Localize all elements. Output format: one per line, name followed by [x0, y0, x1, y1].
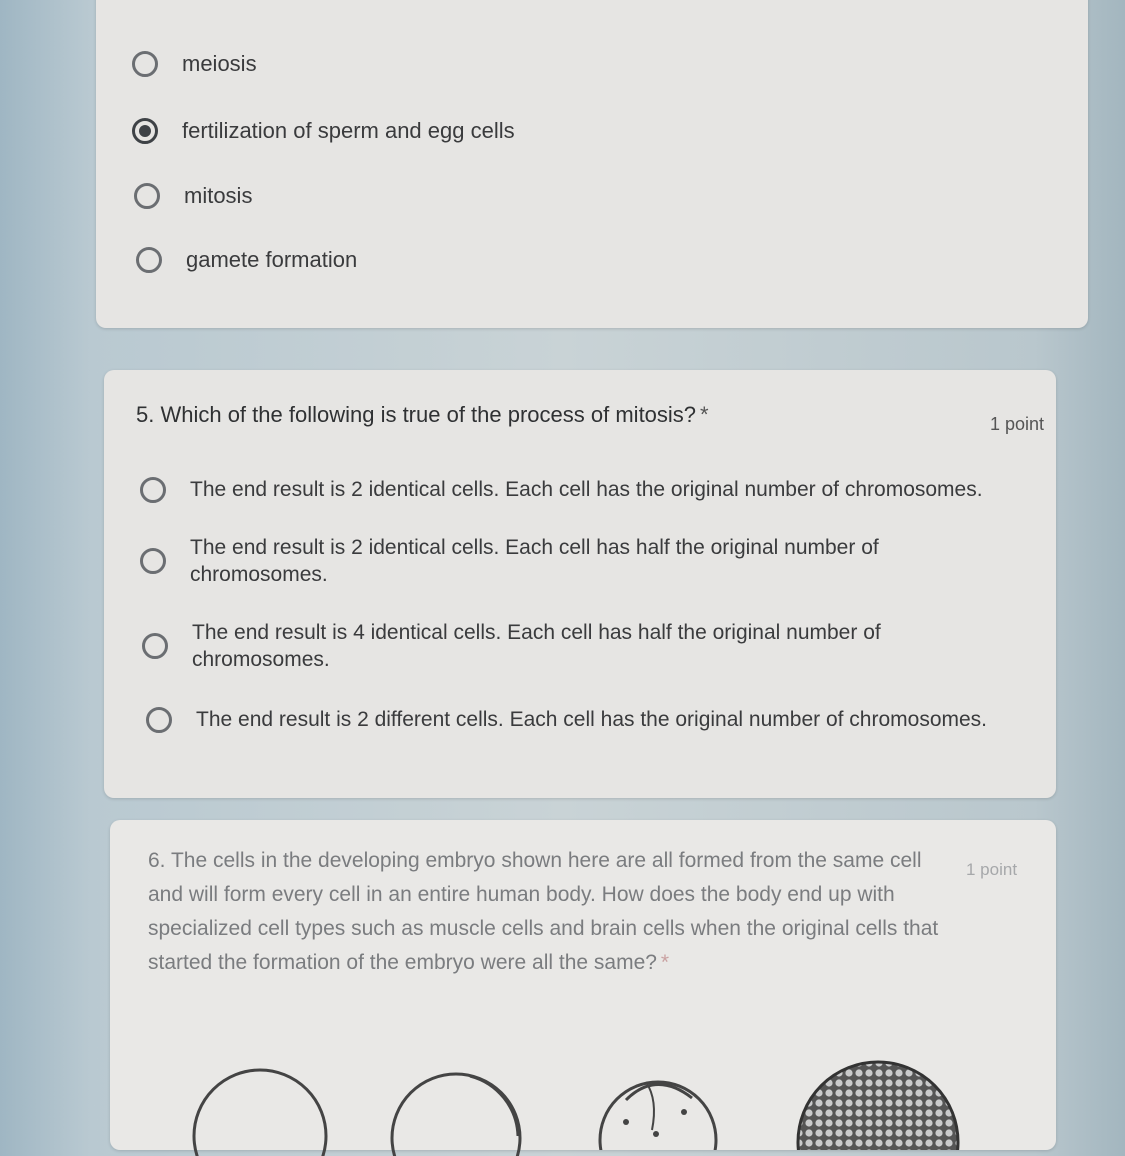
question-6-points: 1 point	[966, 860, 1018, 879]
q5-option-2[interactable]	[140, 534, 930, 589]
question-5-card	[104, 370, 1056, 798]
required-asterisk: *	[700, 402, 709, 427]
morula-icon	[794, 1058, 964, 1150]
question-6-card	[110, 820, 1056, 1150]
q4-option-label: fertilization of sperm and egg cells	[182, 118, 515, 143]
question-5-points: 1 point	[990, 414, 1045, 434]
q5-option-3[interactable]	[142, 619, 932, 674]
q5-option-label: The end result is 4 identical cells. Each cell has half the original number of chromosomes.	[192, 621, 881, 672]
radio-button-icon[interactable]	[132, 51, 158, 77]
q5-option-1[interactable]	[140, 476, 1030, 503]
four-cell-icon	[596, 1070, 726, 1150]
q5-option-label: The end result is 2 identical cells. Each cell has the original number of chromosomes.	[190, 478, 983, 501]
q5-option-label: The end result is 2 different cells. Each cell has the original number of chromosomes.	[196, 708, 988, 731]
q4-option-fertilization[interactable]	[132, 117, 515, 146]
single-cell-icon	[190, 1066, 330, 1156]
q5-option-4[interactable]	[146, 706, 1026, 733]
radio-button-icon[interactable]	[134, 183, 160, 209]
question-6-title-text: 6. The cells in the developing embryo shown here are all formed from the same cell and will form every cell in an entire human body. How does the body end up with specialized cell types such as muscle cells and brain cells when the original cells that started the formation of the embryo were all the same?	[148, 849, 939, 974]
q5-option-label: The end result is 2 identical cells. Each cell has half the original number of chromosomes.	[190, 536, 879, 587]
q4-option-mitosis[interactable]	[134, 182, 252, 211]
radio-button-icon[interactable]	[140, 548, 166, 574]
q4-option-label: meiosis	[182, 51, 257, 76]
required-asterisk: *	[660, 951, 670, 974]
question-5-title	[136, 402, 709, 428]
q4-option-gamete-formation[interactable]	[136, 246, 357, 275]
question-6-title	[148, 844, 958, 980]
question-5-title-text: 5. Which of the following is true of the process of mitosis?	[136, 402, 697, 427]
q4-option-label: gamete formation	[186, 247, 358, 272]
question-4-image-caption	[841, 0, 964, 1]
two-cell-icon	[390, 1066, 530, 1156]
radio-button-icon[interactable]	[142, 633, 168, 659]
q4-option-label: mitosis	[184, 183, 253, 208]
radio-button-icon[interactable]	[140, 477, 166, 503]
question-4-card	[96, 0, 1088, 328]
radio-button-icon[interactable]	[146, 707, 172, 733]
radio-button-checked-icon[interactable]	[132, 118, 158, 144]
q4-option-meiosis[interactable]	[132, 50, 257, 79]
radio-button-icon[interactable]	[136, 247, 162, 273]
